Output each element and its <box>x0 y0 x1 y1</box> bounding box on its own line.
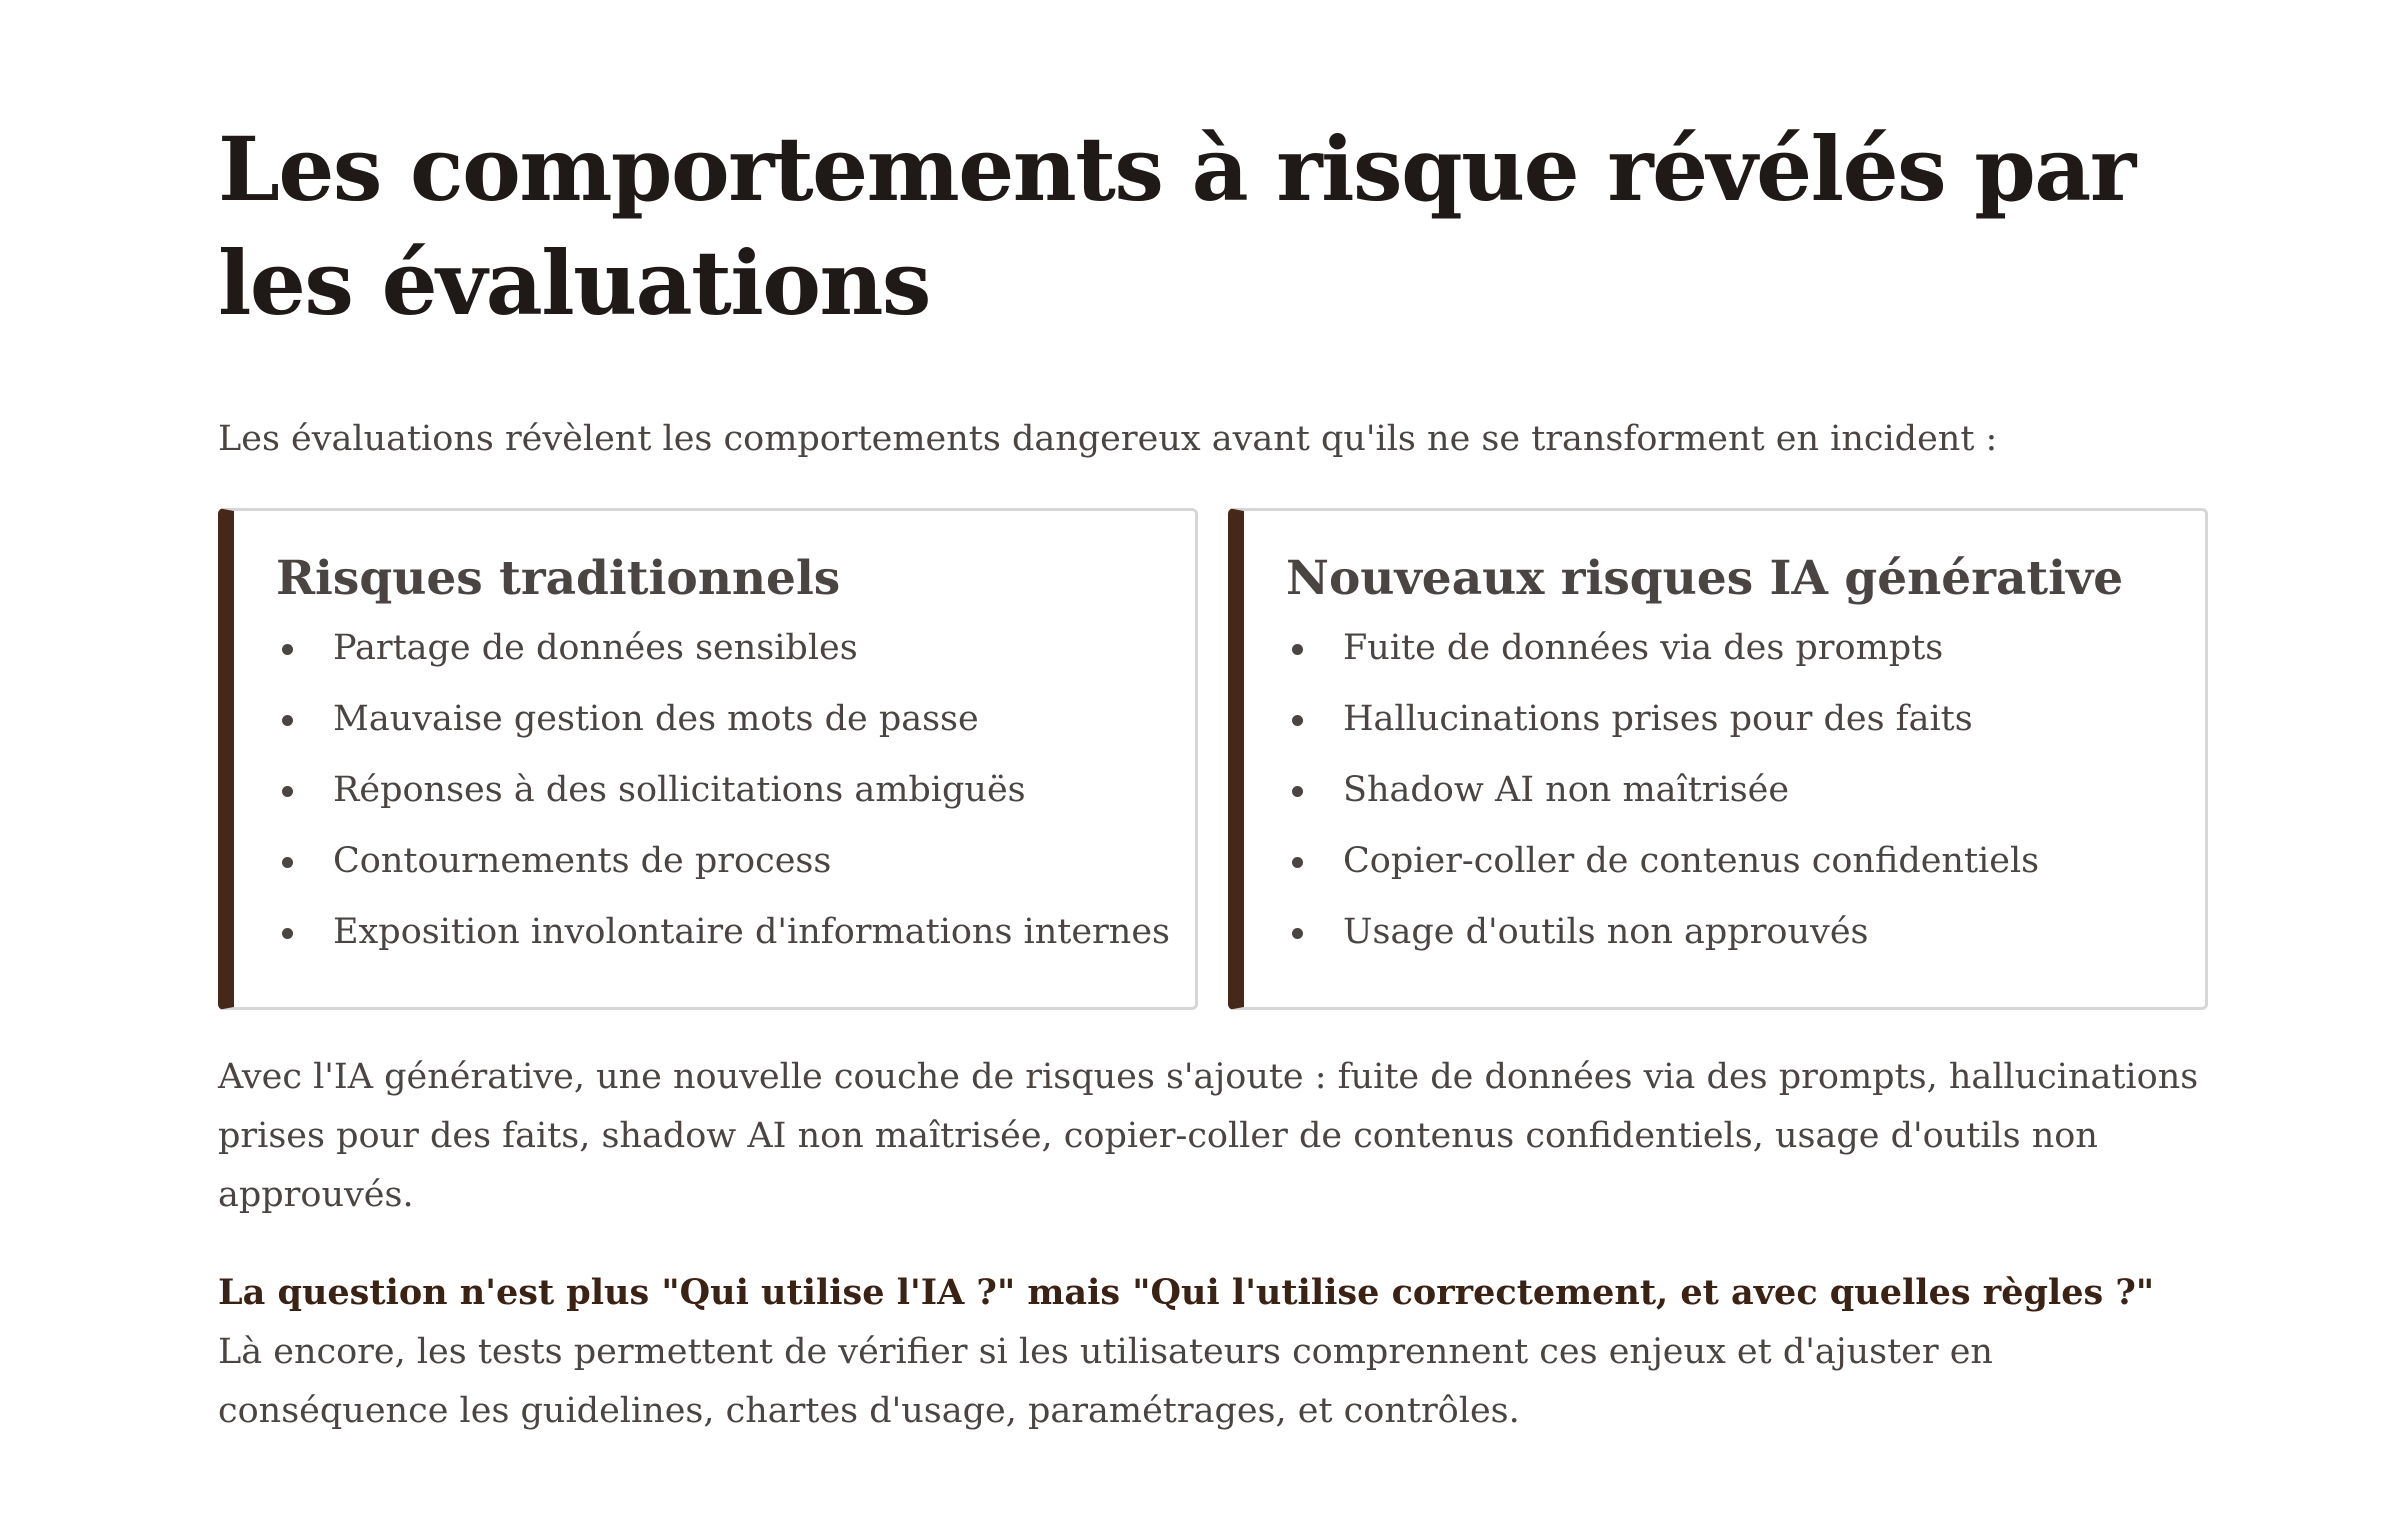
bullet-icon <box>282 644 293 655</box>
key-question: La question n'est plus "Qui utilise l'IA ?" mais "Qui l'utilise correctement, et avec quelles règles ?" <box>218 1272 2155 1313</box>
list-item-text: Exposition involontaire d'informations internes <box>333 912 1170 952</box>
list-item <box>276 897 1170 968</box>
list-item <box>276 613 1165 684</box>
bullet-icon <box>1292 644 1303 655</box>
page-title: Les comportements à risque révélés par les évaluations <box>218 117 2135 335</box>
risk-list <box>276 613 1170 968</box>
paragraph-question <box>218 1263 2208 1441</box>
bullet-icon <box>1292 715 1303 726</box>
bullet-icon <box>282 786 293 797</box>
paragraph-generative-ai: Avec l'IA générative, une nouvelle couche de risques s'ajoute : fuite de données via des prompts, hallucinations prises pour des faits, shadow AI non maîtrisée, copier-coller de contenus confidentiels, usage d'outils non approuvés. <box>218 1057 2199 1215</box>
bullet-icon <box>1292 857 1303 868</box>
list-item-text: Usage d'outils non approuvés <box>1343 912 1869 952</box>
list-item-text: Hallucinations prises pour des faits <box>1343 699 1973 739</box>
list-item-text: Partage de données sensibles <box>333 628 858 668</box>
list-item <box>276 684 1165 755</box>
list-item-text: Réponses à des sollicitations ambiguës <box>333 770 1026 810</box>
card-traditional-risks <box>218 508 1198 1010</box>
list-item <box>1286 755 2175 826</box>
list-item-text: Fuite de données via des prompts <box>1343 628 1944 668</box>
list-item-text: Mauvaise gestion des mots de passe <box>333 699 979 739</box>
paragraph-question-rest: Là encore, les tests permettent de vérifier si les utilisateurs comprennent ces enjeux et d'ajuster en conséquence les guidelines, chartes d'usage, paramétrages, et contrôles. <box>218 1332 1993 1431</box>
card-title: Risques traditionnels <box>276 551 841 606</box>
card-title: Nouveaux risques IA générative <box>1286 551 2124 606</box>
list-item <box>276 826 1165 897</box>
risk-cards <box>218 508 2208 1010</box>
list-item <box>276 755 1165 826</box>
list-item <box>1286 897 2175 968</box>
bullet-icon <box>1292 928 1303 939</box>
list-item-text: Copier-coller de contenus confidentiels <box>1343 841 2040 881</box>
bullet-icon <box>282 857 293 868</box>
list-item <box>1286 826 2175 897</box>
list-item-text: Contournements de process <box>333 841 832 881</box>
list-item <box>1286 684 2175 755</box>
bullet-icon <box>1292 786 1303 797</box>
risk-list <box>1286 613 2175 968</box>
bullet-icon <box>282 715 293 726</box>
card-generative-ai-risks <box>1228 508 2208 1010</box>
article <box>218 112 2208 1441</box>
list-item <box>1286 613 2175 684</box>
list-item-text: Shadow AI non maîtrisée <box>1343 770 1790 810</box>
bullet-icon <box>282 928 293 939</box>
intro-text: Les évaluations révèlent les comportements dangereux avant qu'ils ne se transforment en incident : <box>218 419 1998 459</box>
